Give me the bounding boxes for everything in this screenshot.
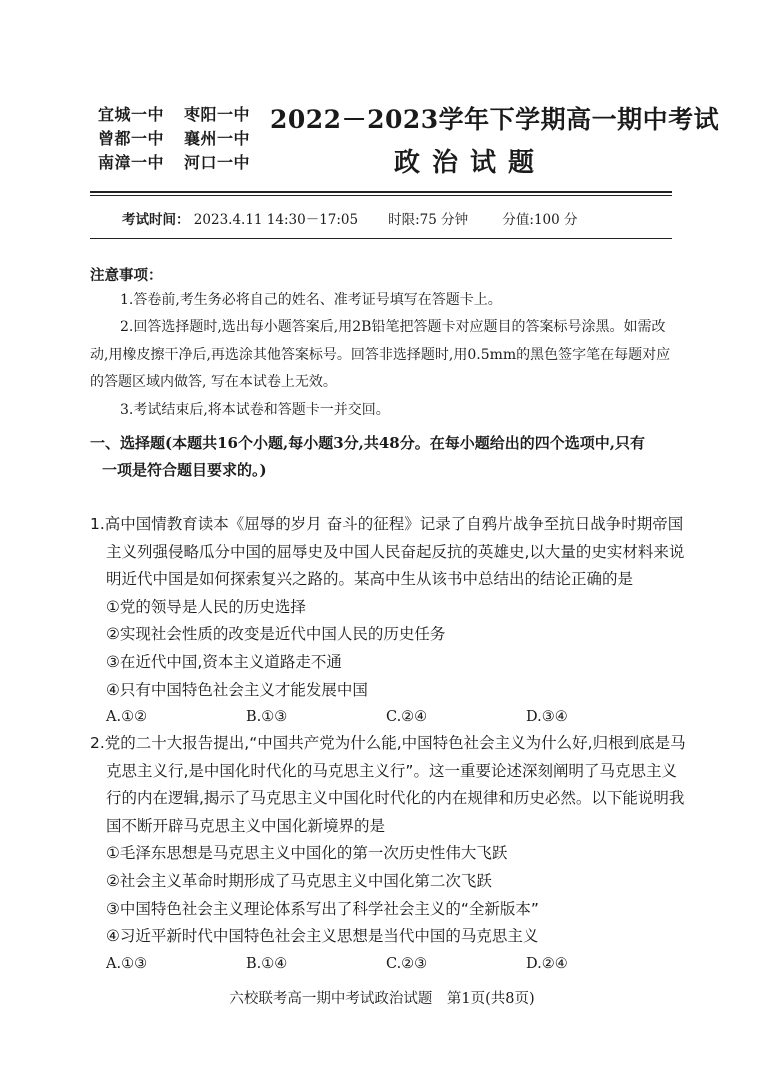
exam-info [122,208,578,228]
section-heading-line: 一、选择题(本题共16个小题,每小题3分,共48分。在每小题给出的四个选项中,只有 [90,434,645,452]
note-item: 3.考试结束后,将本试卷和答题卡一并交回。 [120,402,390,418]
divider [90,238,672,239]
subject-title: 政治试题 [393,148,546,178]
exam-title: 2022－2023学年下学期高一期中考试 [270,105,720,134]
answer-options [90,951,690,979]
statement-item: ①毛泽东思想是马克思主义中国化的第一次历史性伟大飞跃 [106,844,508,863]
note-item: 1.答卷前,考生务必将自己的姓名、准考证号填写在答题卡上。 [120,292,502,308]
page-footer: 六校联考高一期中考试政治试题 第1页(共8页) [229,991,535,1007]
option-d[interactable]: D.③④ [526,709,568,726]
option-b[interactable]: B.①④ [246,955,288,972]
statement-item: ①党的领导是人民的历史选择 [106,597,306,616]
school-row [98,127,268,151]
school-name: 宜城一中 [98,105,165,124]
notes-title: 注意事项： [90,267,163,284]
question-stem: 2.党的二十大报告提出,“中国共产党为什么能,中国特色社会主义为什么好,归根到底是马克思主义行,是中国化时代化的马克思主义行”。这一重要论述深刻阐明了马克思主义行的内在逻辑,揭示了马克思主义中国化时代化的内在规律和历史必然。以下能说明我国不断开辟马克思主义中国化新境界的是 [90,734,686,835]
option-c[interactable]: C.②③ [386,955,428,972]
statement-item: ②社会主义革命时期形成了马克思主义中国化第二次飞跃 [106,871,492,890]
school-name: 南漳一中 [98,153,165,172]
time-value: 2023.4.11 14:30－17:05 [193,212,359,228]
option-d[interactable]: D.②④ [526,955,568,972]
answer-options [90,704,690,732]
question [90,730,690,978]
option-a[interactable]: A.①② [106,709,148,726]
school-name: 河口一中 [184,153,251,172]
statement-item: ③中国特色社会主义理论体系写出了科学社会主义的“全新版本” [106,899,539,918]
score: 分值:100 分 [502,212,578,228]
time-label: 考试时间： [122,212,190,228]
note-item: 2.回答选择题时,选出每小题答案后,用2B铅笔把答题卡对应题目的答案标号涂黑。如需改动,用橡皮擦干净后,再选涂其他答案标号。回答非选择题时,用0.5mm的黑色签字笔在每题对应的答题区域内做答, 写在本试卷上无效。 [90,319,671,390]
school-list [98,103,268,175]
divider [90,191,672,193]
question-stem: 1.高中国情教育读本《屈辱的岁月 奋斗的征程》记录了自鸦片战争至抗日战争时期帝国主义列强侵略瓜分中国的屈辱史及中国人民奋起反抗的英雄史,以大量的史实材料来说明近代中国是如何探索复兴之路的。某高中生从该书中总结出的结论正确的是 [90,515,685,589]
school-name: 枣阳一中 [184,105,251,124]
statement-item: ③在近代中国,资本主义道路走不通 [106,652,342,671]
option-a[interactable]: A.①③ [106,955,148,972]
duration: 时限:75 分钟 [388,212,469,228]
section-heading-line: 一项是符合题目要求的。) [102,461,267,479]
statement-item: ②实现社会性质的改变是近代中国人民的历史任务 [106,625,446,644]
school-row [98,151,268,175]
option-b[interactable]: B.①③ [246,709,288,726]
section-heading [90,430,680,484]
school-name: 曾都一中 [98,129,165,148]
option-c[interactable]: C.②④ [386,709,428,726]
school-name: 襄州一中 [184,129,251,148]
statement-item: ④只有中国特色社会主义才能发展中国 [106,680,368,699]
question [90,511,690,732]
school-row [98,103,268,127]
divider [90,195,672,196]
statement-item: ④习近平新时代中国特色社会主义思想是当代中国的马克思主义 [106,927,539,946]
